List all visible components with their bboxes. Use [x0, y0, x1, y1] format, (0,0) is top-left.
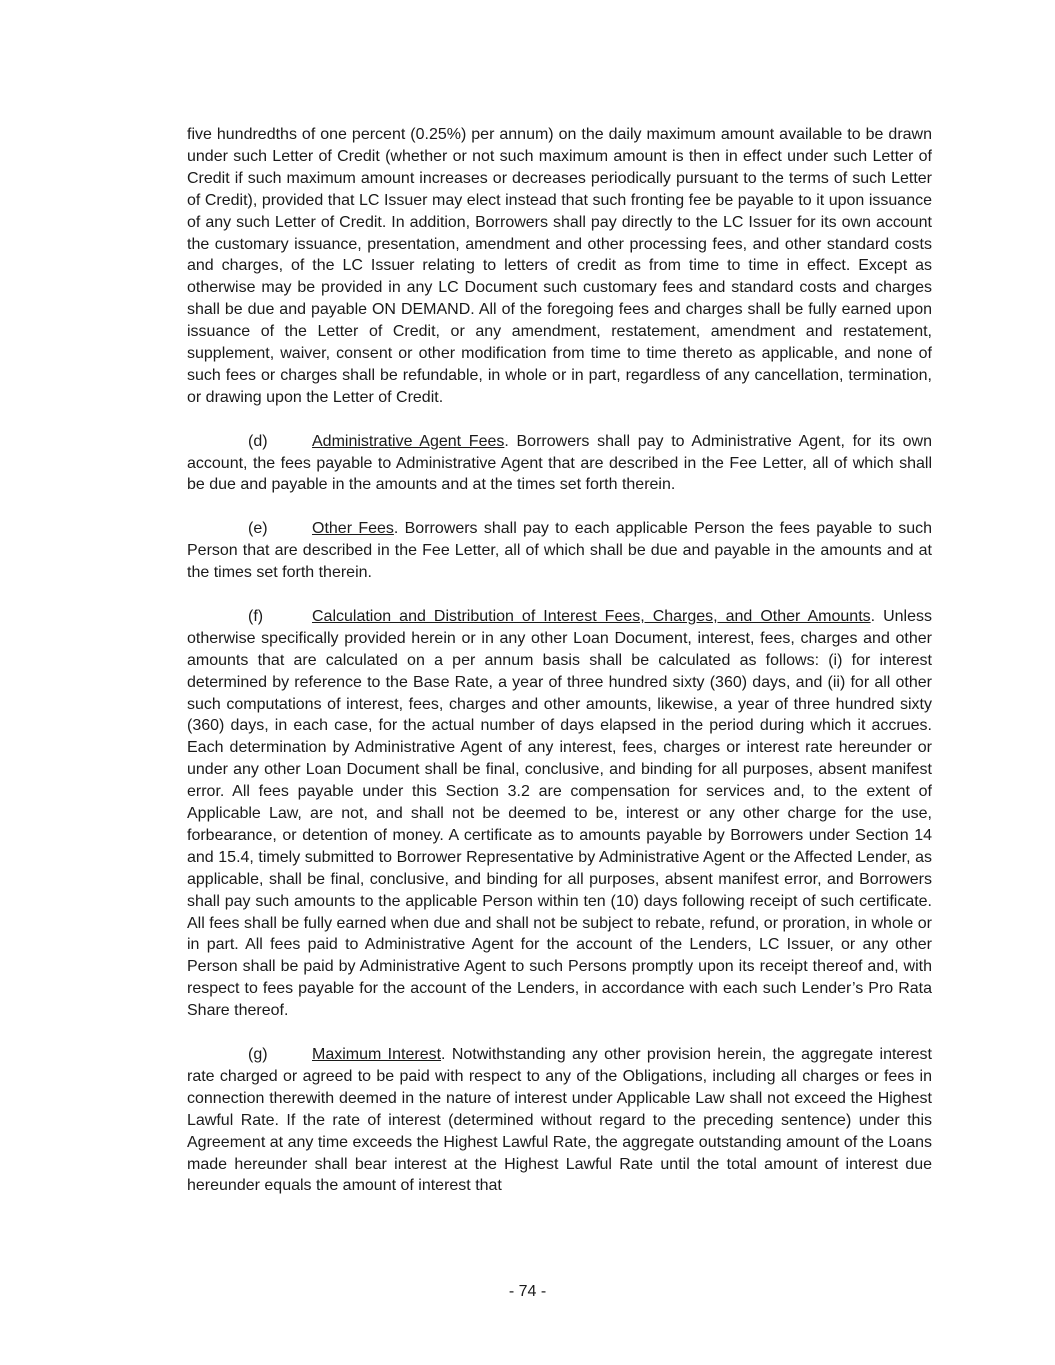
section-body: . Borrowers shall pay to Administrative Agent, for its own account, the fees payable to Administrative Agent that are described in the Fee Letter, all of which shall be due and payable in the amounts and at the times set forth therein.	[187, 432, 932, 494]
section-marker: (f)	[248, 607, 264, 625]
section-e-paragraph	[187, 518, 932, 584]
section-heading: Administrative Agent Fees	[312, 432, 505, 450]
section-f-paragraph	[187, 606, 932, 1022]
section-g-paragraph	[187, 1044, 932, 1197]
section-marker: (g)	[248, 1046, 268, 1063]
document-page	[187, 124, 932, 1219]
section-marker: (d)	[248, 432, 268, 450]
section-heading: Calculation and Distribution of Interest Fees, Charges, and Other Amounts	[312, 607, 871, 625]
section-d-paragraph	[187, 431, 932, 497]
section-body: . Unless otherwise specifically provided herein or in any other Loan Document, interest, fees, charges and other amounts that are calculated on a per annum basis shall be calculated as follows: (i) for interest determined by reference to the Base Rate, a year of three hundred sixty (360) days, and (ii) for all other such computations of interest, fees, charges and other amounts, likewise, a year of three hundred sixty (360) days, in each case, for the actual number of days elapsed in the period during which it accrues. Each determination by Administrative Agent of any interest, fees, charges or interest rate hereunder or under any other Loan Document shall be final, conclusive, and binding for all purposes, absent manifest error. All fees payable under this Section 3.2 are compensation for services and, to the extent of Applicable Law, are not, and shall not be deemed to be, interest or any other charge for the use, forbearance, or detention of money. A certificate as to amounts payable by Borrowers under Section 14 and 15.4, timely submitted to Borrower Representative by Administrative Agent or the Affected Lender, as applicable, shall be final, conclusive, and binding for all purposes, absent manifest error, and Borrowers shall pay such amounts to the applicable Person within ten (10) days following receipt of such certificate. All fees shall be fully earned when due and shall not be subject to rebate, refund, or proration, in whole or in part. All fees paid to Administrative Agent for the account of the Lenders, LC Issuer, or any other Person shall be paid by Administrative Agent to such Persons promptly upon its receipt thereof and, with respect to fees payable for the account of the Lenders, in accordance with each such Lender’s Pro Rata Share thereof.	[187, 607, 933, 1020]
page-number: - 74 -	[508, 1283, 547, 1300]
section-heading: Other Fees	[312, 520, 394, 538]
section-body: . Borrowers shall pay to each applicable Person the fees payable to such Person that are described in the Fee Letter, all of which shall be due and payable in the amounts and at the times set forth therein.	[187, 520, 933, 582]
section-body: . Notwithstanding any other provision herein, the aggregate interest rate charged or agreed to be paid with respect to any of the Obligations, including all charges or fees in connection therewith deemed in the nature of interest under Applicable Law shall not exceed the Highest Lawful Rate. If the rate of interest (determined without regard to the preceding sentence) under this Agreement at any time exceeds the Highest Lawful Rate, the aggregate outstanding amount of the Loans made hereunder shall bear interest at the Highest Lawful Rate until the total amount of interest due hereunder equals the amount of interest that	[187, 1046, 932, 1195]
continuation-paragraph: five hundredths of one percent (0.25%) per annum) on the daily maximum amount available to be drawn under such Letter of Credit (whether or not such maximum amount is then in effect under such Letter of Credit if such maximum amount increases or decreases periodically pursuant to the terms of such Letter of Credit), provided that LC Issuer may elect instead that such fronting fee be payable to it upon issuance of any such Letter of Credit. In addition, Borrowers shall pay directly to the LC Issuer for its own account the customary issuance, presentation, amendment and other processing fees, and other standard costs and charges, of the LC Issuer relating to letters of credit as from time to time in effect. Except as otherwise may be provided in any LC Document such customary fees and standard costs and charges shall be due and payable ON DEMAND. All of the foregoing fees and charges shall be fully earned upon issuance of the Letter of Credit, or any amendment, restatement, amendment and restatement, supplement, waiver, consent or other modification from time to time thereto as applicable, and none of such fees or charges shall be refundable, in whole or in part, regardless of any cancellation, termination, or drawing upon the Letter of Credit.	[187, 126, 932, 406]
section-heading: Maximum Interest	[312, 1046, 442, 1063]
section-marker: (e)	[248, 520, 268, 538]
